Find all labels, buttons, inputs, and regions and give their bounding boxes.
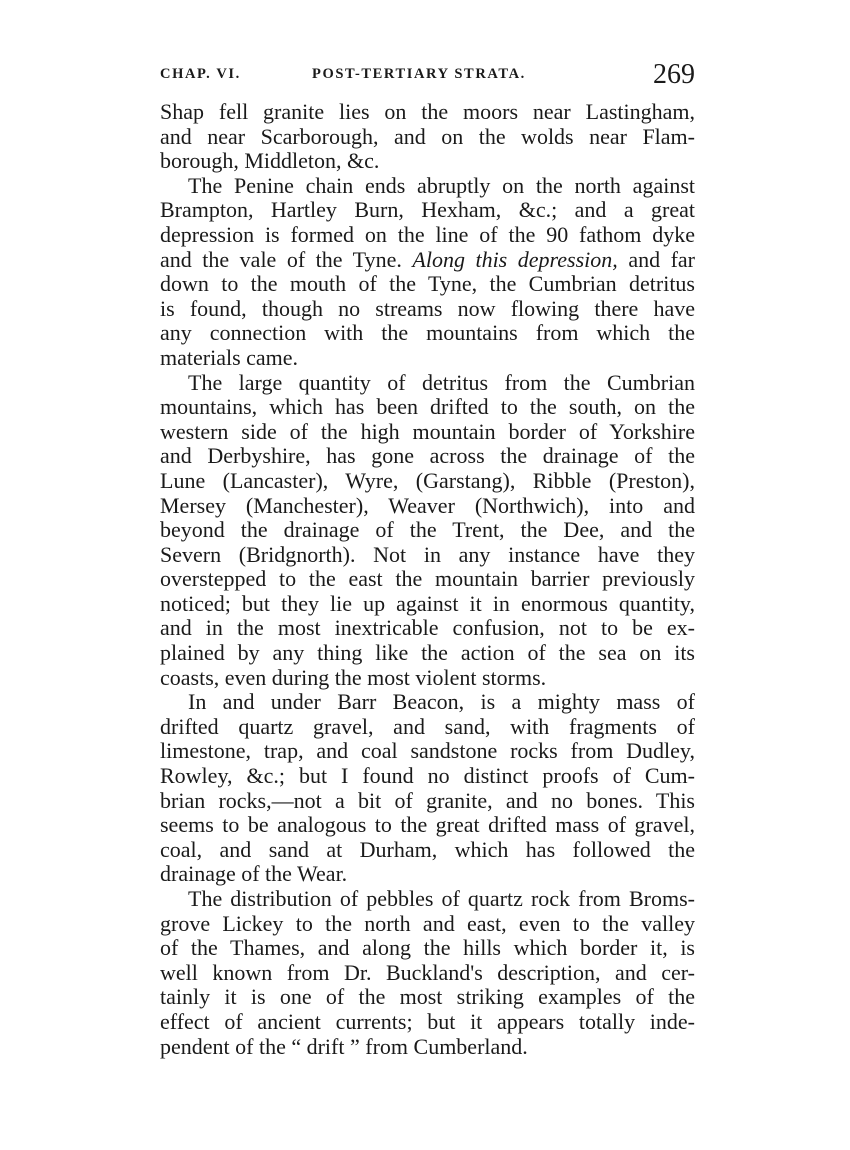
text-segment: and far xyxy=(628,246,696,272)
text-line: depression is formed on the line of the 90 fathom dyke xyxy=(160,221,695,247)
text-line: grove Lickey to the north and east, even to the valley xyxy=(160,910,695,936)
text-line: well known from Dr. Buckland's description, and cer- xyxy=(160,959,695,985)
page-body xyxy=(160,100,695,1059)
text-line: down to the mouth of the Tyne, the Cumbrian detritus xyxy=(160,271,695,297)
text-line: drainage of the Wear. xyxy=(160,861,348,887)
text-line: The large quantity of detritus from the Cumbrian xyxy=(188,369,695,395)
text-line: limestone, trap, and coal sandstone rocks from Dudley, xyxy=(160,738,695,764)
text-segment: and the vale of the Tyne. xyxy=(160,246,402,272)
text-line: effect of ancient currents; but it appears totally inde- xyxy=(160,1008,695,1034)
text-line: and in the most inextricable confusion, not to be ex- xyxy=(160,615,695,641)
text-line: seems to be analogous to the great drifted mass of gravel, xyxy=(160,812,695,838)
text-line: mountains, which has been drifted to the south, on the xyxy=(160,394,695,420)
text-line: plained by any thing like the action of the sea on its xyxy=(160,640,695,666)
italic-phrase: Along this depression, xyxy=(412,246,618,272)
text-line: and near Scarborough, and on the wolds near Flam- xyxy=(160,123,695,149)
text-line: Brampton, Hartley Burn, Hexham, &c.; and a great xyxy=(160,197,695,223)
text-line: materials came. xyxy=(160,344,299,370)
text-line: In and under Barr Beacon, is a mighty mass of xyxy=(188,689,695,715)
text-line: of the Thames, and along the hills which border it, is xyxy=(160,935,695,961)
text-line: brian rocks,—not a bit of granite, and no bones. This xyxy=(160,787,695,813)
text-line: drifted quartz gravel, and sand, with fragments of xyxy=(160,713,695,739)
text-line: Lune (Lancaster), Wyre, (Garstang), Ribble (Preston), xyxy=(160,467,695,493)
text-line: is found, though no streams now flowing there have xyxy=(160,295,695,321)
text-line: Rowley, &c.; but I found no distinct proofs of Cum- xyxy=(160,763,695,789)
text-line: and Derbyshire, has gone across the drainage of the xyxy=(160,443,695,469)
text-line: Severn (Bridgnorth). Not in any instance have they xyxy=(160,541,695,567)
running-title: POST-TERTIARY STRATA. xyxy=(312,66,526,82)
text-line: borough, Middleton, &c. xyxy=(160,148,380,174)
text-line: beyond the drainage of the Trent, the Dee, and the xyxy=(160,517,695,543)
paragraph xyxy=(160,371,695,691)
text-line: overstepped to the east the mountain barrier previously xyxy=(160,566,695,592)
text-line: tainly it is one of the most striking examples of the xyxy=(160,984,695,1010)
running-header xyxy=(160,58,695,98)
text-line: Shap fell granite lies on the moors near Lastingham, xyxy=(160,99,695,124)
text-line: western side of the high mountain border of Yorkshire xyxy=(160,418,695,444)
paragraph xyxy=(160,887,695,1059)
text-line: Mersey (Manchester), Weaver (Northwich), into and xyxy=(160,492,695,518)
text-line: coasts, even during the most violent storms. xyxy=(160,664,547,690)
paragraph xyxy=(160,690,695,887)
paragraph xyxy=(160,100,695,174)
text-line: coal, and sand at Durham, which has followed the xyxy=(160,836,695,862)
page-number: 269 xyxy=(653,59,695,90)
text-line-with-italic xyxy=(160,248,695,273)
text-line: The distribution of pebbles of quartz rock from Broms- xyxy=(188,886,695,911)
chapter-label: CHAP. VI. xyxy=(160,66,241,82)
text-line: pendent of the “ drift ” from Cumberland. xyxy=(160,1033,528,1059)
text-line: any connection with the mountains from which the xyxy=(160,320,695,346)
text-line: noticed; but they lie up against it in enormous quantity, xyxy=(160,590,695,616)
paragraph xyxy=(160,174,695,371)
text-line: The Penine chain ends abruptly on the north against xyxy=(188,172,695,198)
